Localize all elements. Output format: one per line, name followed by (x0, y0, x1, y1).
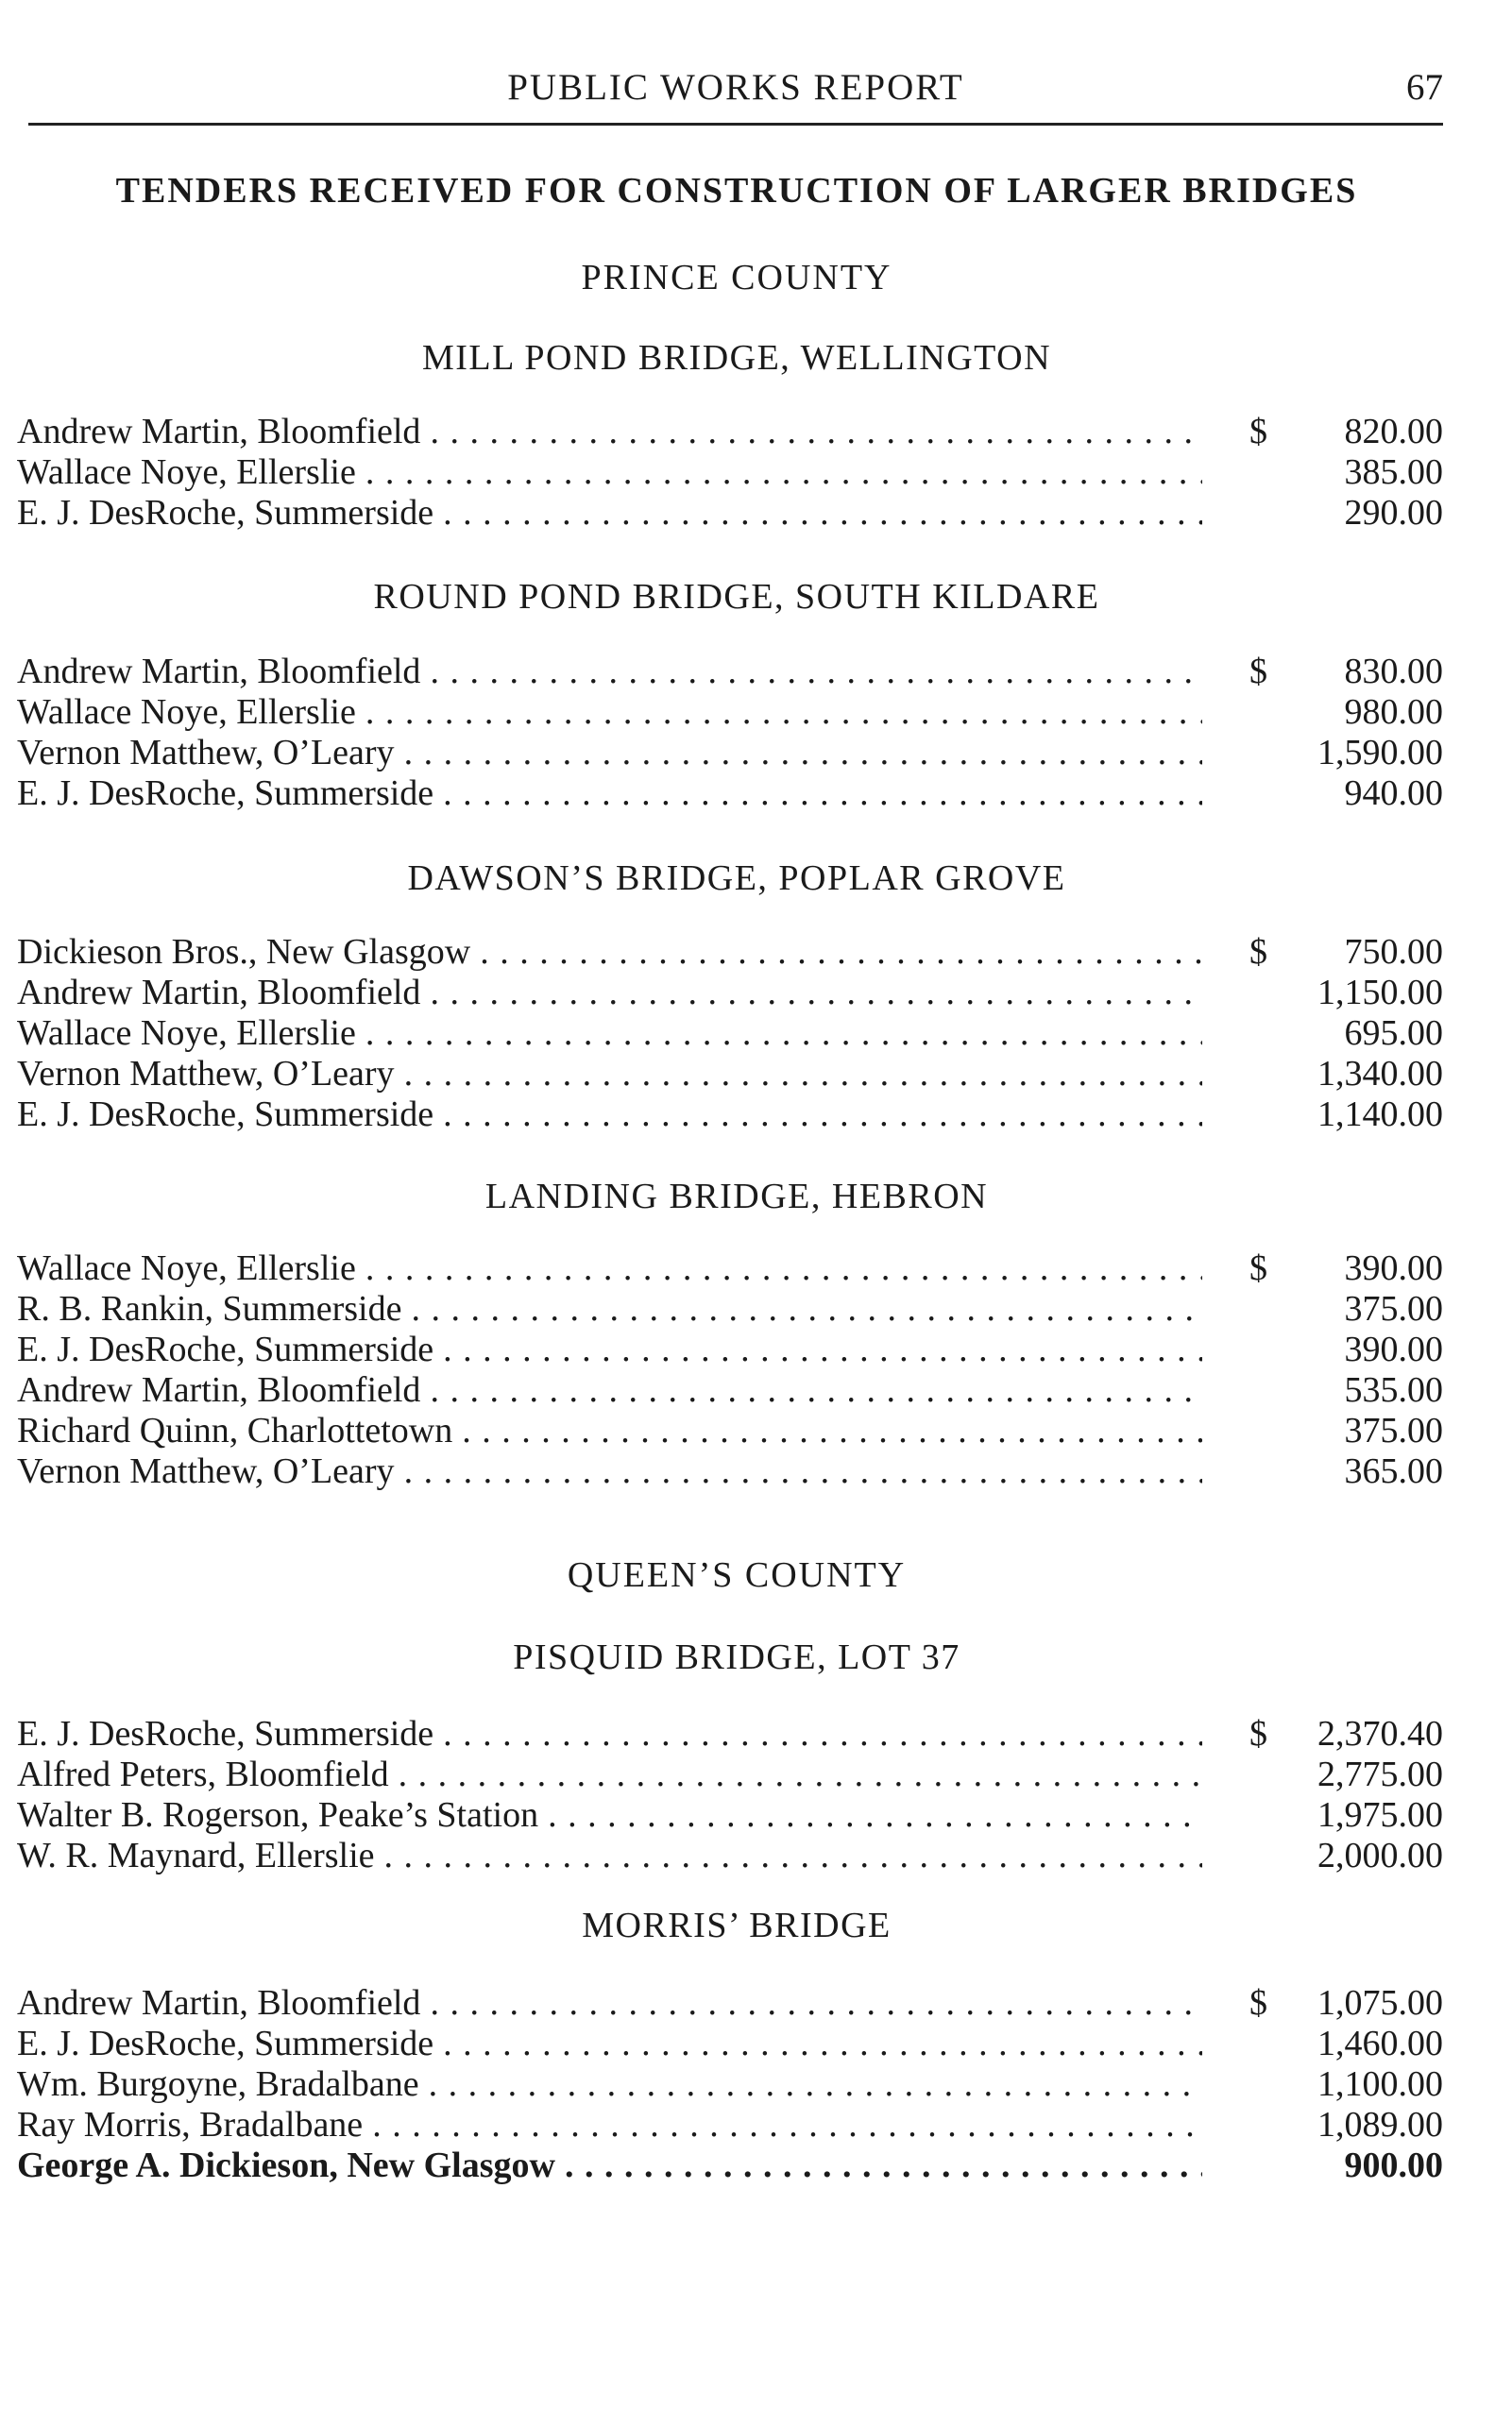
tender-row (17, 1836, 1443, 1876)
dot-leader (548, 1795, 1202, 1836)
dot-leader (365, 1013, 1202, 1054)
bridge-heading-morris: MORRIS’ BRIDGE (582, 1906, 892, 1945)
tender-row (17, 2146, 1443, 2186)
tender-amount: 820.00 (1344, 412, 1443, 451)
dot-leader (462, 1411, 1202, 1451)
running-header (28, 66, 1443, 126)
tender-row (17, 1411, 1443, 1451)
tender-amount: 1,140.00 (1317, 1094, 1443, 1134)
tender-row (17, 493, 1443, 534)
dot-leader (399, 1755, 1202, 1795)
tender-amount: 1,590.00 (1317, 733, 1443, 772)
tender-amount: 1,089.00 (1317, 2105, 1443, 2145)
dot-leader (443, 1714, 1202, 1755)
tender-row (17, 733, 1443, 773)
bridge-heading-pisquid: PISQUID BRIDGE, LOT 37 (513, 1637, 960, 1677)
bidder-name: George A. Dickieson, New Glasgow (17, 2146, 555, 2185)
tender-amount: 1,100.00 (1317, 2064, 1443, 2104)
tender-amount: 830.00 (1344, 652, 1443, 691)
bidder-name: R. B. Rankin, Summerside (17, 1289, 402, 1329)
tender-amount: 375.00 (1344, 1411, 1443, 1450)
dot-leader (372, 2105, 1202, 2146)
bidder-name: Andrew Martin, Bloomfield (17, 973, 421, 1012)
tender-amount: 390.00 (1344, 1330, 1443, 1369)
tender-row (17, 973, 1443, 1013)
dot-leader (404, 1054, 1202, 1094)
tender-amount: 1,460.00 (1317, 2024, 1443, 2063)
tender-amount: 900.00 (1344, 2146, 1443, 2185)
dot-leader (565, 2146, 1202, 2186)
tender-row (17, 1094, 1443, 1135)
tender-list-round-pond (17, 652, 1443, 814)
tender-row (17, 412, 1443, 452)
bidder-name: E. J. DesRoche, Summerside (17, 493, 434, 533)
tender-row (17, 1714, 1443, 1755)
currency-sign: $ (1249, 652, 1267, 691)
bidder-name: Alfred Peters, Bloomfield (17, 1755, 389, 1794)
bidder-name: Andrew Martin, Bloomfield (17, 652, 421, 691)
tender-amount: 375.00 (1344, 1289, 1443, 1329)
bidder-name: Vernon Matthew, O’Leary (17, 1054, 395, 1094)
county-heading-queens: QUEEN’S COUNTY (567, 1555, 907, 1595)
dot-leader (404, 1451, 1202, 1492)
dot-leader (429, 2064, 1202, 2105)
currency-sign: $ (1249, 412, 1267, 451)
tender-row (17, 452, 1443, 493)
tender-row (17, 2105, 1443, 2146)
dot-leader (404, 733, 1202, 773)
tender-amount: 290.00 (1344, 493, 1443, 533)
dot-leader (365, 1248, 1202, 1289)
tender-amount: 390.00 (1344, 1248, 1443, 1288)
tender-row (17, 1370, 1443, 1411)
bidder-name: Andrew Martin, Bloomfield (17, 412, 421, 451)
tender-row (17, 1795, 1443, 1836)
dot-leader (430, 973, 1202, 1013)
page-title: TENDERS RECEIVED FOR CONSTRUCTION OF LARGER BRIDGES (115, 171, 1358, 211)
currency-sign: $ (1249, 1714, 1267, 1754)
tender-amount: 2,370.40 (1317, 1714, 1443, 1754)
tender-amount: 695.00 (1344, 1013, 1443, 1053)
tender-amount: 2,000.00 (1317, 1836, 1443, 1875)
currency-sign: $ (1249, 1983, 1267, 2023)
bidder-name: E. J. DesRoche, Summerside (17, 2024, 434, 2063)
dot-leader (430, 1370, 1202, 1411)
bidder-name: E. J. DesRoche, Summerside (17, 1714, 434, 1754)
tender-list-pisquid (17, 1714, 1443, 1876)
bidder-name: E. J. DesRoche, Summerside (17, 1094, 434, 1134)
bidder-name: Vernon Matthew, O’Leary (17, 733, 395, 772)
bidder-name: Wallace Noye, Ellerslie (17, 692, 356, 732)
bridge-heading-round-pond: ROUND POND BRIDGE, SOUTH KILDARE (373, 577, 1100, 617)
tender-row (17, 932, 1443, 973)
dot-leader (365, 692, 1202, 733)
dot-leader (480, 932, 1202, 973)
tender-amount: 940.00 (1344, 773, 1443, 813)
bridge-heading-mill-pond: MILL POND BRIDGE, WELLINGTON (421, 338, 1052, 378)
tender-amount: 1,150.00 (1317, 973, 1443, 1012)
tender-row (17, 1451, 1443, 1492)
tender-list-dawsons (17, 932, 1443, 1135)
tender-list-landing (17, 1248, 1443, 1492)
tender-row (17, 652, 1443, 692)
tender-amount: 2,775.00 (1317, 1755, 1443, 1794)
bidder-name: Ray Morris, Bradalbane (17, 2105, 364, 2145)
dot-leader (384, 1836, 1202, 1876)
tender-row (17, 2024, 1443, 2064)
tender-row (17, 692, 1443, 733)
tender-amount: 535.00 (1344, 1370, 1443, 1410)
tender-list-morris (17, 1983, 1443, 2186)
tender-row (17, 1289, 1443, 1330)
tender-row (17, 1013, 1443, 1054)
dot-leader (411, 1289, 1202, 1330)
tender-list-mill-pond (17, 412, 1443, 534)
county-heading-prince: PRINCE COUNTY (581, 258, 892, 297)
bidder-name: E. J. DesRoche, Summerside (17, 1330, 434, 1369)
bidder-name: Wallace Noye, Ellerslie (17, 452, 356, 492)
bidder-name: Wallace Noye, Ellerslie (17, 1248, 356, 1288)
tender-amount: 1,340.00 (1317, 1054, 1443, 1094)
dot-leader (443, 493, 1202, 534)
page-number: 67 (1406, 67, 1443, 108)
tender-amount: 1,975.00 (1317, 1795, 1443, 1835)
tender-row (17, 1054, 1443, 1094)
tender-amount: 385.00 (1344, 452, 1443, 492)
tender-row (17, 1983, 1443, 2024)
tender-row (17, 1755, 1443, 1795)
bidder-name: Andrew Martin, Bloomfield (17, 1370, 421, 1410)
bidder-name: Walter B. Rogerson, Peake’s Station (17, 1795, 539, 1835)
tender-amount: 1,075.00 (1317, 1983, 1443, 2023)
bidder-name: Wm. Burgoyne, Bradalbane (17, 2064, 419, 2104)
dot-leader (430, 652, 1202, 692)
dot-leader (430, 1983, 1202, 2024)
bidder-name: Vernon Matthew, O’Leary (17, 1451, 395, 1491)
bidder-name: Dickieson Bros., New Glasgow (17, 932, 471, 972)
dot-leader (365, 452, 1202, 493)
dot-leader (443, 1330, 1202, 1370)
currency-sign: $ (1249, 932, 1267, 972)
tender-row (17, 1248, 1443, 1289)
bidder-name: Richard Quinn, Charlottetown (17, 1411, 453, 1450)
bidder-name: E. J. DesRoche, Summerside (17, 773, 434, 813)
tender-row (17, 2064, 1443, 2105)
dot-leader (430, 412, 1202, 452)
currency-sign: $ (1249, 1248, 1267, 1288)
tender-amount: 750.00 (1344, 932, 1443, 972)
tender-amount: 365.00 (1344, 1451, 1443, 1491)
dot-leader (443, 1094, 1202, 1135)
tender-row (17, 773, 1443, 814)
tender-amount: 980.00 (1344, 692, 1443, 732)
running-title: PUBLIC WORKS REPORT (507, 67, 964, 108)
tender-row (17, 1330, 1443, 1370)
bidder-name: Wallace Noye, Ellerslie (17, 1013, 356, 1053)
bidder-name: Andrew Martin, Bloomfield (17, 1983, 421, 2023)
bidder-name: W. R. Maynard, Ellerslie (17, 1836, 375, 1875)
bridge-heading-landing: LANDING BRIDGE, HEBRON (484, 1177, 989, 1216)
bridge-heading-dawsons: DAWSON’S BRIDGE, POPLAR GROVE (407, 858, 1066, 898)
dot-leader (443, 2024, 1202, 2064)
dot-leader (443, 773, 1202, 814)
